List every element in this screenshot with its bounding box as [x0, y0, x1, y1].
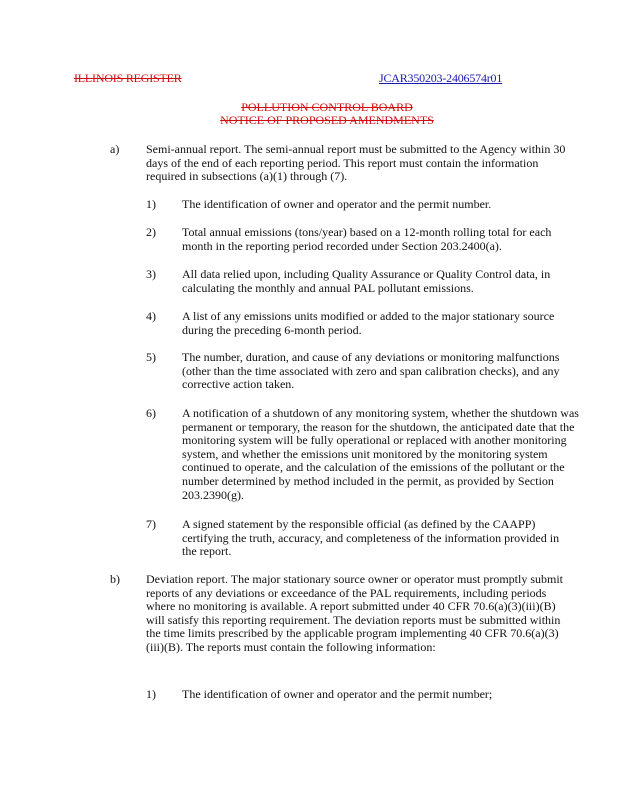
notice-title: NOTICE OF PROPOSED AMENDMENTS: [220, 113, 434, 127]
section-b-label: b): [110, 572, 120, 586]
section-a-label: a): [110, 142, 120, 156]
item-b1-text: The identification of owner and operator and the permit number;: [182, 687, 493, 701]
item-a1-label: 1): [146, 197, 156, 211]
item-a2-label: 2): [146, 225, 156, 239]
item-a3-label: 3): [146, 267, 156, 281]
register-header: ILLINOIS REGISTER: [74, 71, 182, 85]
item-a6-text: A notification of a shutdown of any monitoring system, whether the shutdown was permanent or temporary, the reason for the shutdown, the anticipated date that the monitoring system will be fully operational or replaced with another monitoring system, and whether the emissions unit monitored by the monitoring system continued to operate, and the calculation of the emissions of the pollutant or the number determined by method included in the permit, as provided by Section 203.2390(g).: [182, 406, 579, 502]
item-a5-label: 5): [146, 350, 156, 364]
item-a4-label: 4): [146, 309, 156, 323]
section-a-text: Semi-annual report. The semi-annual report must be submitted to the Agency within 30 days of the end of each reporting period. This report must contain the information required in subsections (a)(1) through (7).: [146, 142, 566, 184]
item-a3-text: All data relied upon, including Quality Assurance or Quality Control data, in calculating the monthly and annual PAL pollutant emissions.: [182, 267, 551, 295]
item-b1-label: 1): [146, 687, 156, 701]
item-a2-text: Total annual emissions (tons/year) based on a 12-month rolling total for each month in the reporting period recorded under Section 203.2400(a).: [182, 225, 552, 253]
item-a1-text: The identification of owner and operator and the permit number.: [182, 197, 492, 211]
item-a7-text: A signed statement by the responsible official (as defined by the CAAPP) certifying the truth, accuracy, and completeness of the information provided in the report.: [182, 517, 560, 559]
document-code-link[interactable]: JCAR350203-2406574r01: [379, 71, 503, 85]
item-a5-text: The number, duration, and cause of any deviations or monitoring malfunctions (other than the time associated with zero and span calibration checks), and any corrective action taken.: [182, 350, 560, 392]
section-b-text: Deviation report. The major stationary source owner or operator must promptly submit reports of any deviations or exceedance of the PAL requirements, including periods where no monitoring is available. A report submitted under 40 CFR 70.6(a)(3)(iii)(B) will satisfy this reporting requirement. The deviation reports must be submitted within the time limits prescribed by the applicable program implementing 40 CFR 70.6(a)(3)(iii)(B). The reports must contain the following information:: [146, 572, 564, 654]
item-a4-text: A list of any emissions units modified or added to the major stationary source during the preceding 6-month period.: [182, 309, 555, 337]
board-name: POLLUTION CONTROL BOARD: [241, 100, 413, 114]
item-a7-label: 7): [146, 517, 156, 531]
item-a6-label: 6): [146, 406, 156, 420]
